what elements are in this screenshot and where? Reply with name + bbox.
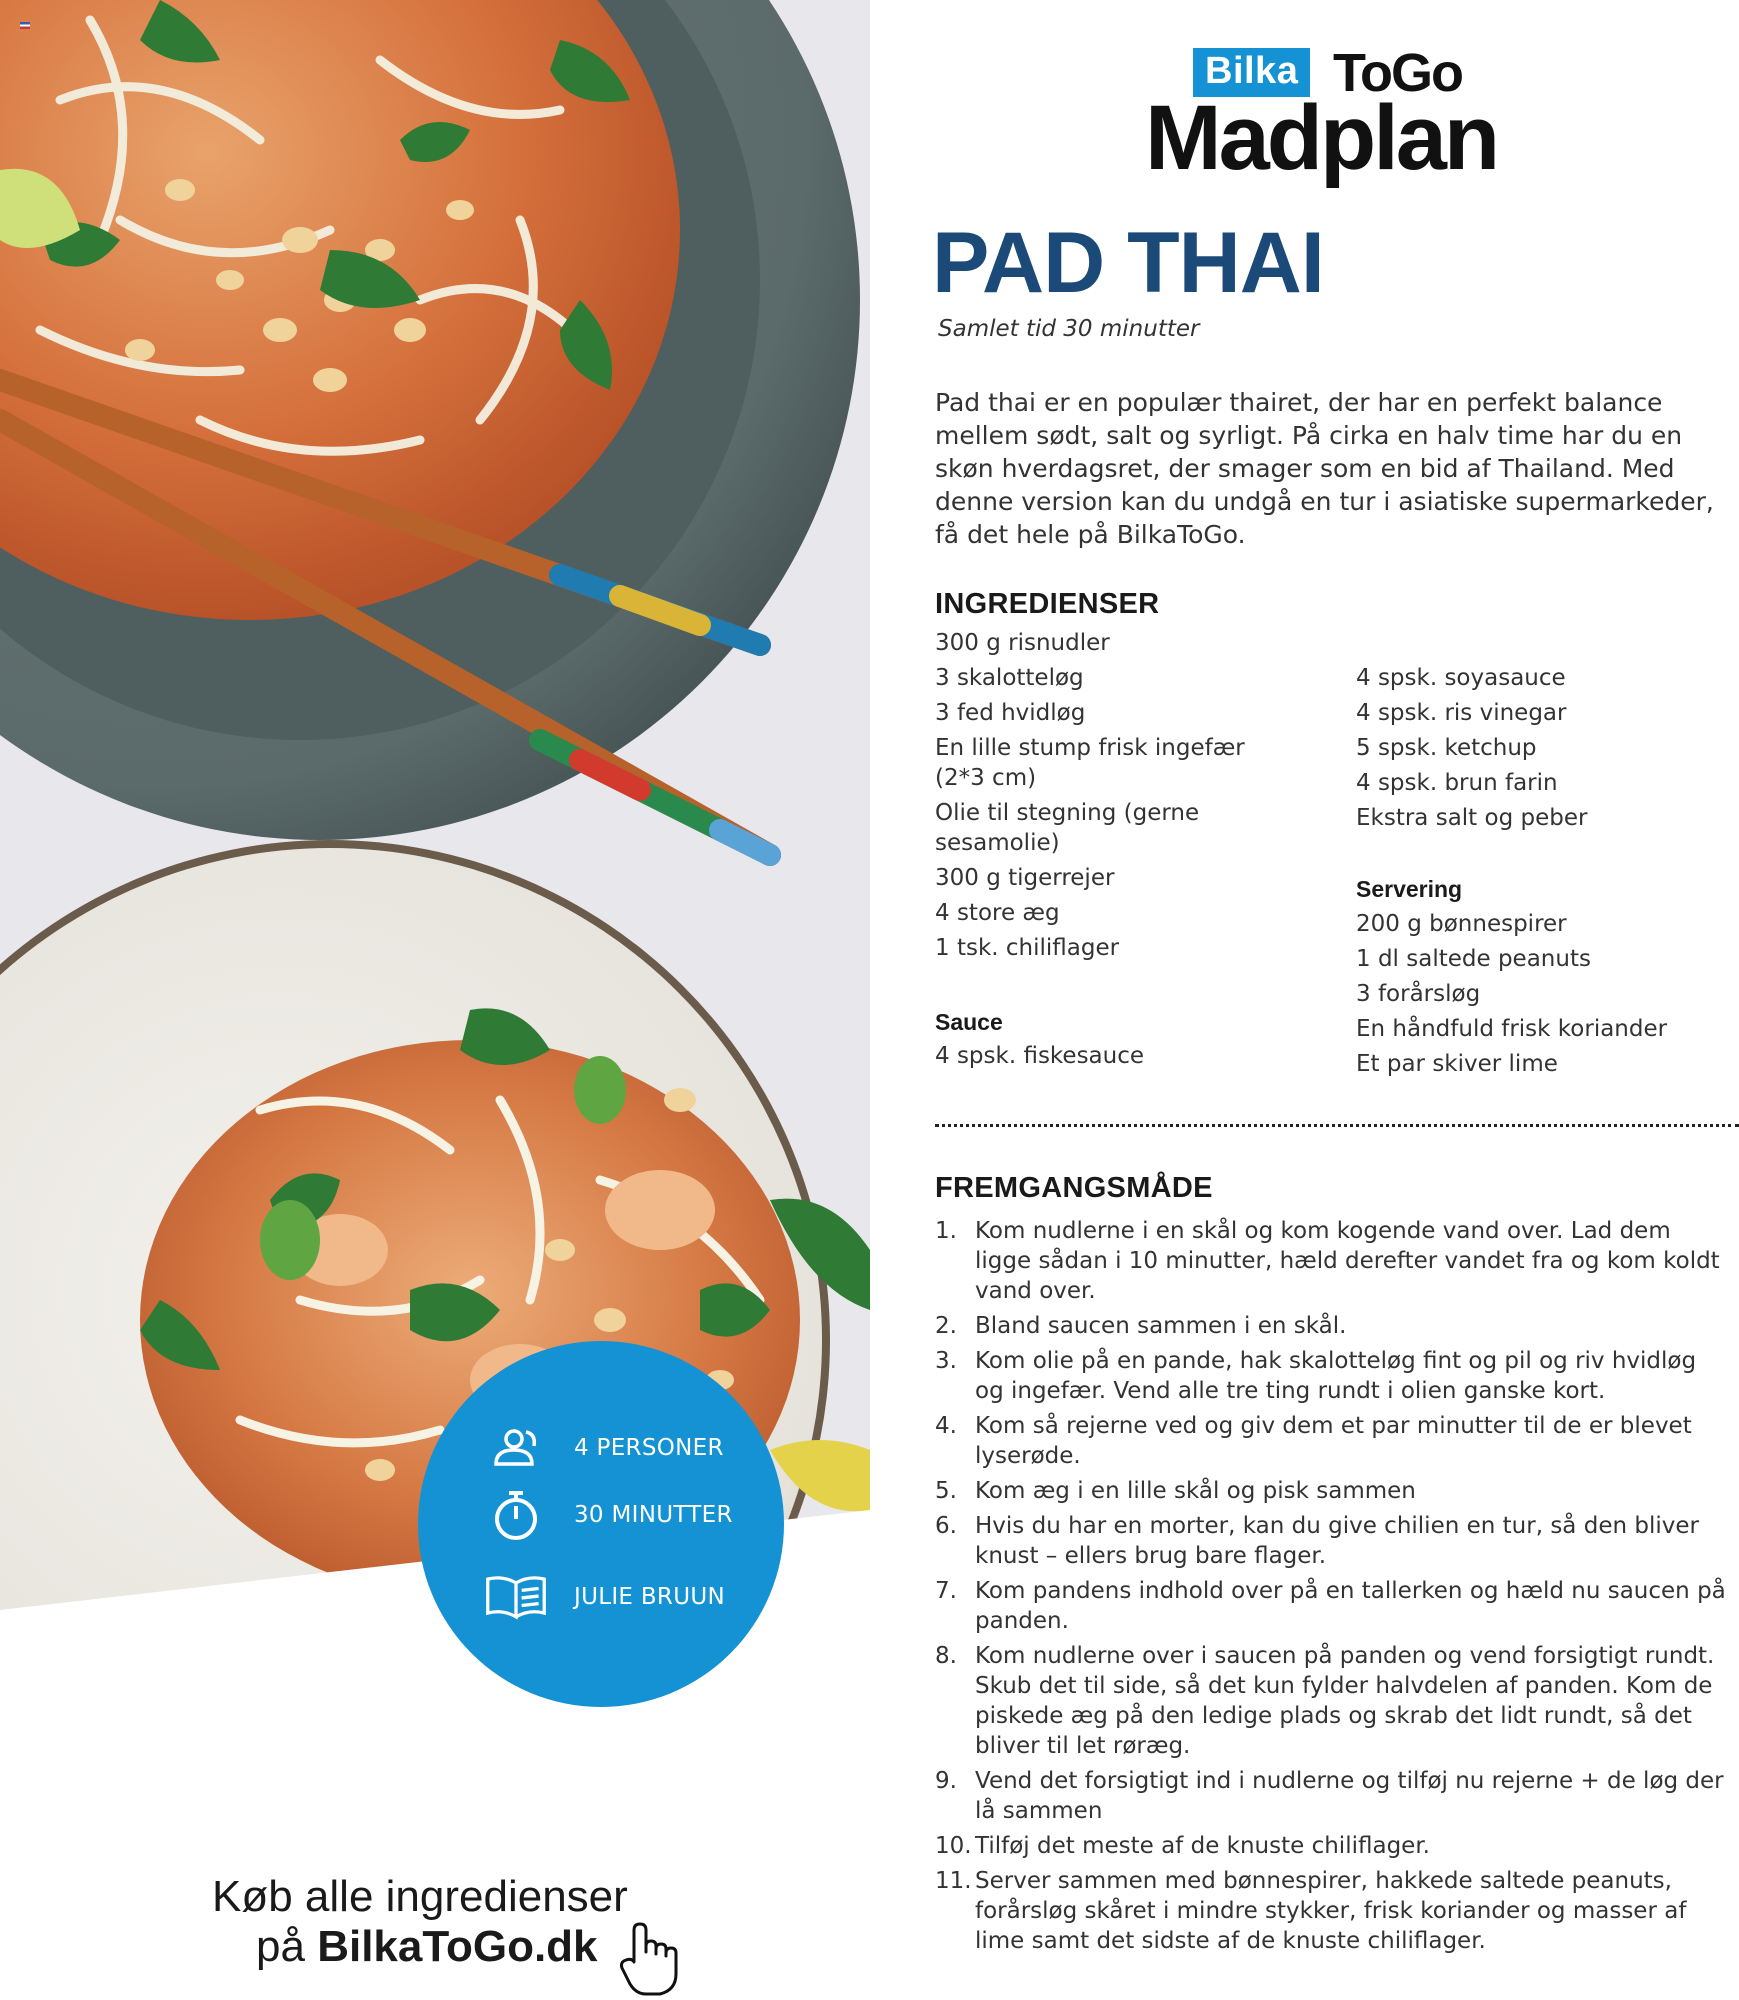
ingredient-item: Olie til stegning (gerne sesamolie) bbox=[935, 800, 1200, 856]
step-text: Vend det forsigtigt ind i nudlerne og tilføj nu rejerne + de løg der lå sammen bbox=[975, 1768, 1724, 1824]
step-text: Kom nudlerne over i saucen på panden og vend forsigtigt rundt. Skub det til side, så det kun fylder halvdelen af panden. Kom de piskede æg på den ledige plads og skrab det lidt rundt, så det bliver til let røræg. bbox=[975, 1643, 1715, 1759]
ingredient-item: 4 spsk. fiskesauce bbox=[935, 1043, 1145, 1069]
step-number: 7. bbox=[935, 1578, 957, 1604]
ingredient-item: 3 skalotteløg bbox=[935, 665, 1084, 691]
pointer-hand-icon bbox=[620, 1922, 680, 1998]
ingredient-item: 300 g tigerrejer bbox=[935, 865, 1115, 891]
serving-heading: Servering bbox=[1356, 876, 1463, 902]
method-step bbox=[935, 1216, 1730, 1306]
step-text: Kom pandens indhold over på en tallerken og hæld nu saucen på panden. bbox=[975, 1578, 1726, 1634]
sauce-heading: Sauce bbox=[935, 1009, 1003, 1035]
step-number: 4. bbox=[935, 1413, 957, 1439]
ingredient-item: 1 dl saltede peanuts bbox=[1356, 946, 1591, 972]
recipe-info-badge bbox=[418, 1341, 784, 1707]
servings-text: 4 PERSONER bbox=[574, 1435, 724, 1461]
step-number: 1. bbox=[935, 1218, 957, 1244]
step-text: Kom nudlerne i en skål og kom kogende vand over. Lad dem ligge sådan i 10 minutter, hæld derefter vandet fra og kom koldt vand over. bbox=[975, 1218, 1720, 1304]
method-step bbox=[935, 1476, 1730, 1506]
ingredients-main-list bbox=[935, 628, 1275, 968]
ingredient-item: 4 spsk. brun farin bbox=[1356, 770, 1558, 796]
ingredient-item: 3 fed hvidløg bbox=[935, 700, 1086, 726]
ingredient-item: 4 spsk. ris vinegar bbox=[1356, 700, 1567, 726]
ingredient-item: 4 store æg bbox=[935, 900, 1060, 926]
ingredient-item: Et par skiver lime bbox=[1356, 1051, 1558, 1077]
bilka-badge: Bilka bbox=[1193, 48, 1310, 97]
cta-prefix: på bbox=[256, 1922, 305, 1971]
servings-row bbox=[484, 1423, 724, 1473]
method-step bbox=[935, 1641, 1730, 1761]
flag-icon bbox=[20, 22, 30, 29]
step-text: Kom æg i en lille skål og pisk sammen bbox=[975, 1478, 1416, 1504]
recipe-title: PAD THAI bbox=[932, 215, 1324, 311]
step-number: 6. bbox=[935, 1513, 957, 1539]
ingredient-item: 200 g bønnespirer bbox=[1356, 911, 1567, 937]
method-step bbox=[935, 1411, 1730, 1471]
method-heading: FREMGANGSMÅDE bbox=[935, 1172, 1213, 1204]
ingredient-item: 1 tsk. chiliflager bbox=[935, 935, 1120, 961]
step-text: Server sammen med bønnespirer, hakkede saltede peanuts, forårsløg skåret i mindre stykker, frisk koriander og masser af lime samt det sidste af de knuste chiliflager. bbox=[975, 1868, 1687, 1954]
ingredients-heading: INGREDIENSER bbox=[935, 588, 1160, 620]
step-number: 10. bbox=[935, 1833, 972, 1859]
step-number: 3. bbox=[935, 1348, 957, 1374]
method-step bbox=[935, 1311, 1730, 1341]
sauce-list-right bbox=[1356, 663, 1716, 838]
method-step bbox=[935, 1866, 1730, 1956]
author-text: JULIE BRUUN bbox=[574, 1584, 725, 1610]
bilkatogo-link[interactable]: BilkaToGo.dk bbox=[317, 1922, 598, 1971]
step-number: 2. bbox=[935, 1313, 957, 1339]
togo-wordmark: ToGo bbox=[1333, 43, 1462, 103]
step-number: 5. bbox=[935, 1478, 957, 1504]
step-number: 9. bbox=[935, 1768, 957, 1794]
step-text: Kom så rejerne ved og giv dem et par minutter til de er blevet lyserøde. bbox=[975, 1413, 1692, 1469]
step-number: 8. bbox=[935, 1643, 957, 1669]
ingredient-item: 3 forårsløg bbox=[1356, 981, 1481, 1007]
cta-line-2 bbox=[256, 1922, 598, 1972]
author-row bbox=[484, 1572, 725, 1622]
ingredient-item: En lille stump frisk ingefær (2*3 cm) bbox=[935, 735, 1245, 791]
book-icon bbox=[484, 1572, 548, 1622]
ingredient-item: 5 spsk. ketchup bbox=[1356, 735, 1537, 761]
total-time: Samlet tid 30 minutter bbox=[938, 316, 1200, 342]
ingredient-item: 4 spsk. soyasauce bbox=[1356, 665, 1566, 691]
cta-line-1: Køb alle ingredienser bbox=[212, 1872, 628, 1921]
madplan-wordmark: Madplan bbox=[1145, 87, 1498, 189]
method-step bbox=[935, 1831, 1730, 1861]
step-text: Kom olie på en pande, hak skalotteløg fint og pil og riv hvidløg og ingefær. Vend alle tre ting rundt i olien ganske kort. bbox=[975, 1348, 1697, 1404]
ingredient-item: 300 g risnudler bbox=[935, 630, 1110, 656]
method-steps bbox=[935, 1216, 1730, 1961]
dotted-divider bbox=[935, 1124, 1739, 1127]
time-text: 30 MINUTTER bbox=[574, 1502, 733, 1528]
step-text: Hvis du har en morter, kan du give chilien en tur, så den bliver knust – ellers brug bare flager. bbox=[975, 1513, 1699, 1569]
method-step bbox=[935, 1766, 1730, 1826]
ingredient-item: En håndfuld frisk koriander bbox=[1356, 1016, 1668, 1042]
people-icon bbox=[484, 1423, 548, 1473]
bilka-togo-madplan-logo bbox=[1145, 43, 1515, 198]
serving-list bbox=[1356, 909, 1726, 1084]
time-row bbox=[484, 1490, 733, 1540]
method-step bbox=[935, 1511, 1730, 1571]
method-step bbox=[935, 1576, 1730, 1636]
stopwatch-icon bbox=[484, 1490, 548, 1540]
step-text: Tilføj det meste af de knuste chiliflager. bbox=[975, 1833, 1430, 1859]
step-text: Bland saucen sammen i en skål. bbox=[975, 1313, 1347, 1339]
recipe-intro: Pad thai er en populær thairet, der har en perfekt balance mellem sødt, salt og syrligt. På cirka en halv time har du en skøn hverdagsret, der smager som en bid af Thailand. Med denne version kan du undgå en tur i asiatiske supermarkeder, få det hele på BilkaToGo. bbox=[935, 388, 1714, 549]
step-number: 11. bbox=[935, 1868, 972, 1894]
method-step bbox=[935, 1346, 1730, 1406]
sauce-list-left bbox=[935, 1041, 1275, 1076]
ingredient-item: Ekstra salt og peber bbox=[1356, 805, 1588, 831]
